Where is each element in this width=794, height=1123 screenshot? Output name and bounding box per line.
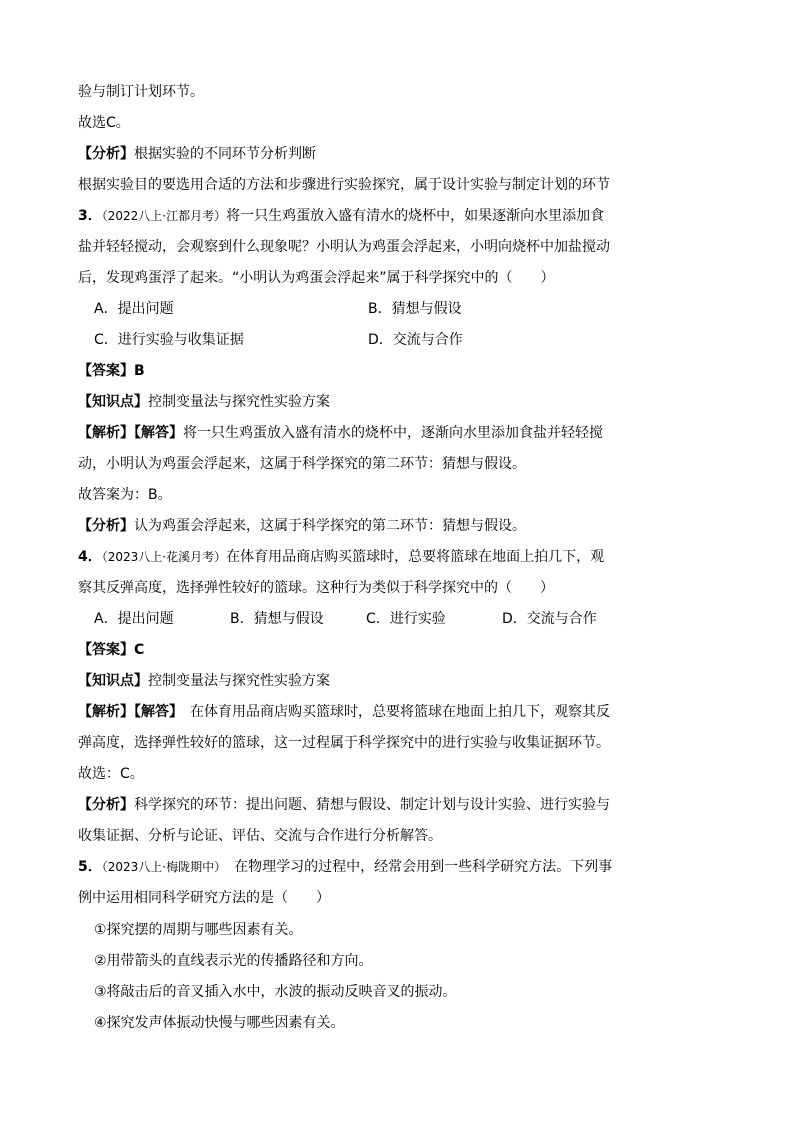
question-source: （2022八上·江都月考） bbox=[101, 209, 227, 223]
question-source: （2023八上·梅陇期中） bbox=[101, 860, 221, 874]
q2-analysis-detail: 根据实验目的要选用合适的方法和步骤进行实验探究，属于设计实验与制定计划的环节 bbox=[78, 177, 610, 193]
analysis-text: 认为鸡蛋会浮起来，这属于科学探究的第二环节：猜想与假设。 bbox=[134, 518, 526, 534]
q4-option-b: B．猜想与假设 bbox=[230, 611, 324, 627]
q3-option-d: D．交流与合作 bbox=[368, 332, 463, 348]
q2-continuation: 验与制订计划环节。 bbox=[78, 84, 204, 100]
question-number: 5． bbox=[78, 859, 102, 875]
q4-analysis-line1 bbox=[78, 795, 610, 815]
kp-tag: 【知识点】 bbox=[78, 673, 148, 689]
kp-text: 控制变量法与探究性实验方案 bbox=[148, 673, 330, 689]
analysis-tag: 【分析】 bbox=[78, 518, 134, 534]
analysis-tag: 【分析】 bbox=[78, 146, 134, 162]
q3-stem-line3: 后，发现鸡蛋浮了起来。“小明认为鸡蛋会浮起来”属于科学探究中的（ ） bbox=[78, 270, 555, 286]
analysis-text: 科学探究的环节：提出问题、猜想与假设、制定计划与设计实验、进行实验与 bbox=[134, 797, 610, 813]
q4-solution-line1 bbox=[78, 702, 610, 722]
q3-analysis bbox=[78, 516, 526, 536]
q3-option-a: A．提出问题 bbox=[94, 301, 174, 317]
q3-knowledge-point bbox=[78, 392, 330, 412]
q3-option-c: C．进行实验与收集证据 bbox=[94, 332, 244, 348]
q3-final: 故答案为：B。 bbox=[78, 487, 172, 503]
q4-solution-line2: 弹高度，选择弹性较好的篮球，这一过程属于科学探究中的进行实验与收集证据环节。 bbox=[78, 735, 610, 751]
q5-item-2: ②用带箭头的直线表示光的传播路径和方向。 bbox=[94, 953, 373, 969]
question-number: 4． bbox=[78, 549, 102, 565]
q4-option-d: D．交流与合作 bbox=[502, 611, 597, 627]
q3-stem-line2: 盐并轻轻搅动，会观察到什么现象呢？小明认为鸡蛋会浮起来，小明向烧杯中加盐搅动 bbox=[78, 239, 610, 255]
kp-text: 控制变量法与探究性实验方案 bbox=[148, 394, 330, 410]
q4-option-a: A．提出问题 bbox=[94, 611, 174, 627]
q4-final: 故选：C。 bbox=[78, 766, 144, 782]
q2-choice: 故选C。 bbox=[78, 115, 130, 131]
q3-solution-line2: 动，小明认为鸡蛋会浮起来，这属于科学探究的第二环节：猜想与假设。 bbox=[78, 456, 526, 472]
question-source: （2023八上·花溪月考） bbox=[101, 550, 227, 564]
q3-answer: 【答案】B bbox=[78, 363, 145, 379]
question-stem: 在体育用品商店购买篮球时，总要将篮球在地面上拍几下，观 bbox=[226, 549, 605, 565]
solution-text: 将一只生鸡蛋放入盛有清水的烧杯中，逐渐向水里添加食盐并轻轻搅 bbox=[183, 425, 603, 441]
kp-tag: 【知识点】 bbox=[78, 394, 148, 410]
analysis-tag: 【分析】 bbox=[78, 797, 134, 813]
q5-stem-line1 bbox=[78, 857, 612, 877]
solution-tag: 【解析】【解答】 bbox=[78, 425, 183, 441]
q2-analysis bbox=[78, 144, 316, 164]
q5-stem-line2: 例中运用相同科学研究方法的是（ ） bbox=[78, 890, 330, 906]
q3-solution-line1 bbox=[78, 423, 603, 443]
question-stem: 将一只生鸡蛋放入盛有清水的烧杯中，如果逐渐向水里添加食 bbox=[226, 208, 605, 224]
q3-option-b: B．猜想与假设 bbox=[368, 301, 462, 317]
q4-analysis-line2: 收集证据、分析与论证、评估、交流与合作进行分析解答。 bbox=[78, 828, 442, 844]
solution-text: 在体育用品商店购买篮球时，总要将篮球在地面上拍几下，观察其反 bbox=[176, 704, 610, 720]
question-stem: 在物理学习的过程中，经常会用到一些科学研究方法。下列事 bbox=[220, 859, 613, 875]
solution-tag: 【解析】【解答】 bbox=[78, 704, 176, 720]
q4-knowledge-point bbox=[78, 671, 330, 691]
q5-item-4: ④探究发声体振动快慢与哪些因素有关。 bbox=[94, 1015, 345, 1031]
q4-stem-line2: 察其反弹高度，选择弹性较好的篮球。这种行为类似于科学探究中的（ ） bbox=[78, 580, 554, 596]
q5-item-3: ③将敲击后的音叉插入水中，水波的振动反映音叉的振动。 bbox=[94, 984, 457, 1000]
q4-answer: 【答案】C bbox=[78, 642, 145, 658]
q5-item-1: ①探究摆的周期与哪些因素有关。 bbox=[94, 922, 303, 938]
analysis-text: 根据实验的不同环节分析判断 bbox=[134, 146, 316, 162]
q4-stem-line1 bbox=[78, 547, 604, 567]
q3-stem-line1 bbox=[78, 206, 604, 226]
q4-option-c: C．进行实验 bbox=[366, 611, 446, 627]
question-number: 3． bbox=[78, 208, 102, 224]
